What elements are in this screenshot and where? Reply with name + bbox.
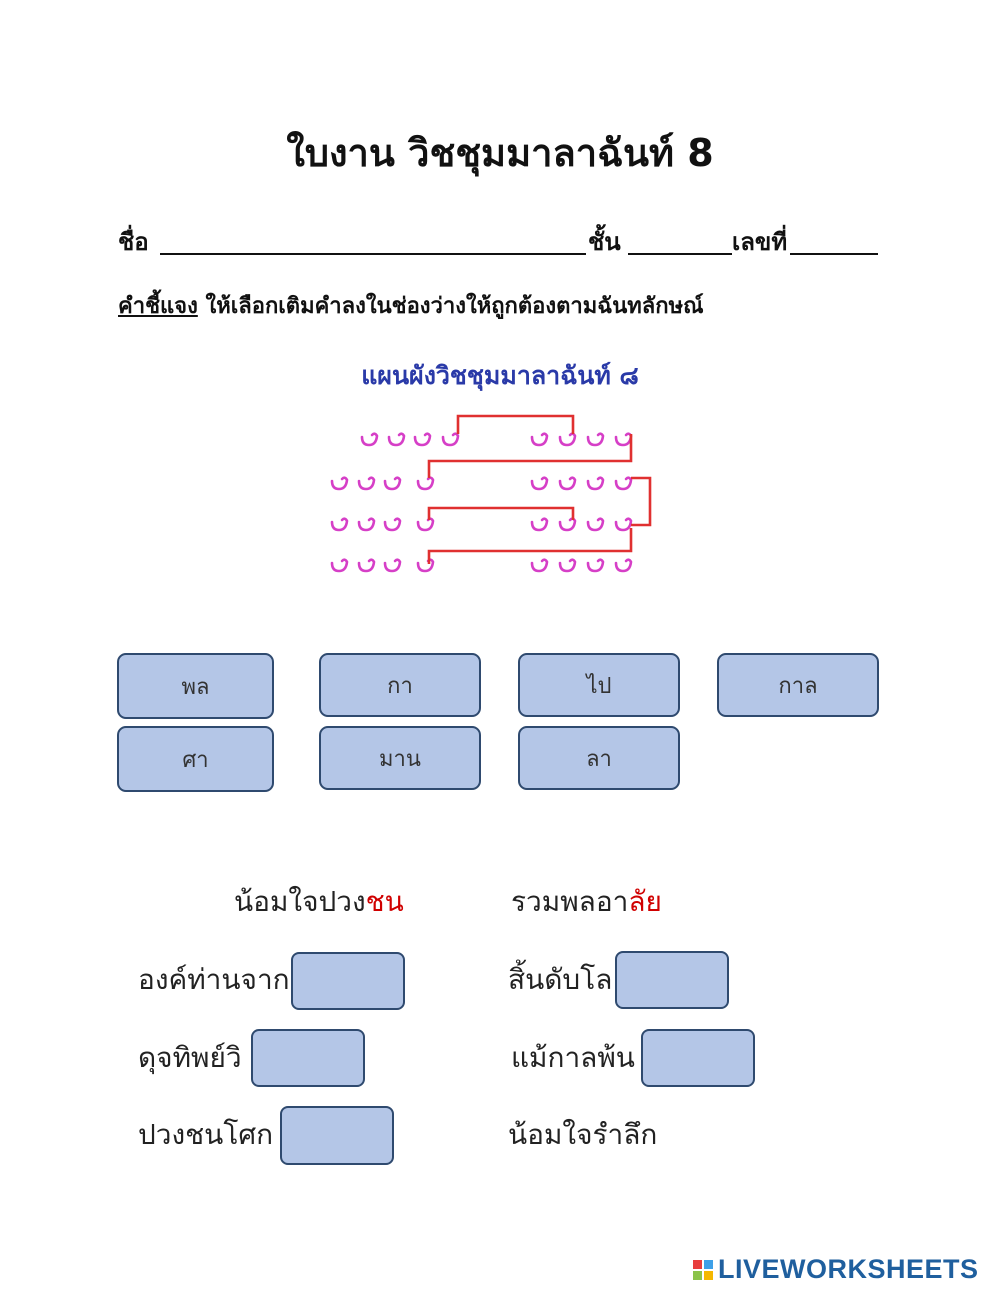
heading-text: รวมพลอา xyxy=(511,885,629,918)
poem-line: แม้กาลพ้น xyxy=(511,1041,635,1074)
syllable-mark xyxy=(588,434,603,445)
class-label: ชั้น xyxy=(588,228,621,256)
syllable-mark xyxy=(385,560,400,571)
option-word[interactable]: ลา xyxy=(518,726,680,790)
option-word[interactable]: กาล xyxy=(717,653,879,717)
syllable-mark xyxy=(560,560,575,571)
answer-box[interactable] xyxy=(251,1029,365,1087)
syllable-mark xyxy=(560,478,575,489)
instruction xyxy=(118,288,704,323)
poem-line: องค์ท่านจาก xyxy=(138,963,290,996)
option-word[interactable]: กา xyxy=(319,653,481,717)
syllable-mark xyxy=(385,519,400,530)
syllable-mark xyxy=(362,434,377,445)
syllable-mark xyxy=(332,560,347,571)
syllable-mark xyxy=(415,434,430,445)
poem-line: ดุจทิพย์วิ xyxy=(138,1041,242,1074)
heading-text: น้อมใจปวง xyxy=(234,885,366,918)
name-blank-line xyxy=(160,253,586,255)
answer-box[interactable] xyxy=(615,951,729,1009)
syllable-mark xyxy=(532,478,547,489)
poem-line: น้อมใจรำลึก xyxy=(508,1118,658,1151)
meter-diagram xyxy=(300,400,680,590)
brand-text: LIVEWORKSHEETS xyxy=(718,1254,979,1284)
answer-box[interactable] xyxy=(291,952,405,1010)
syllable-mark xyxy=(532,560,547,571)
syllable-mark xyxy=(418,519,433,530)
syllable-mark xyxy=(332,478,347,489)
syllable-mark xyxy=(588,478,603,489)
class-blank-line xyxy=(628,253,732,255)
syllable-mark xyxy=(532,434,547,445)
answer-box[interactable] xyxy=(641,1029,755,1087)
syllable-mark xyxy=(616,560,631,571)
rhyme-link-line xyxy=(458,416,573,434)
option-word[interactable]: มาน xyxy=(319,726,481,790)
instruction-label: คำชี้แจง xyxy=(118,294,198,319)
option-word[interactable]: ศา xyxy=(117,726,274,792)
rhyme-link-line xyxy=(429,508,573,520)
option-word[interactable]: ไป xyxy=(518,653,680,717)
instruction-text: ให้เลือกเติมคำลงในช่องว่างให้ถูกต้องตามฉันทลักษณ์ xyxy=(197,294,704,319)
syllable-mark xyxy=(588,519,603,530)
syllable-mark xyxy=(418,478,433,489)
poem-line: สิ้นดับโล xyxy=(508,963,613,996)
syllable-mark xyxy=(418,560,433,571)
page-title: ใบงาน วิชชุมมาลาฉันท์ 8 xyxy=(286,131,714,175)
syllable-mark xyxy=(588,560,603,571)
syllable-mark xyxy=(560,434,575,445)
brand-logo xyxy=(692,1254,979,1285)
brand-grid-icon xyxy=(692,1259,714,1281)
syllable-mark xyxy=(359,478,374,489)
poem-right-heading xyxy=(511,880,662,924)
rhyme-syllable: ชน xyxy=(365,885,404,918)
answer-box[interactable] xyxy=(280,1106,394,1165)
number-label: เลขที่ xyxy=(732,228,788,256)
syllable-mark xyxy=(532,519,547,530)
syllable-mark xyxy=(389,434,404,445)
syllable-mark xyxy=(616,434,631,445)
syllable-mark xyxy=(359,560,374,571)
syllable-mark xyxy=(359,519,374,530)
diagram-title: แผนผังวิชชุมมาลาฉันท์ ๘ xyxy=(361,361,639,390)
syllable-mark xyxy=(443,434,458,445)
name-label: ชื่อ xyxy=(118,228,149,256)
syllable-mark xyxy=(332,519,347,530)
poem-left-heading xyxy=(234,880,404,924)
poem-line: ปวงชนโศก xyxy=(138,1118,274,1151)
syllable-mark xyxy=(616,478,631,489)
number-blank-line xyxy=(790,253,878,255)
syllable-mark xyxy=(560,519,575,530)
syllable-mark xyxy=(616,519,631,530)
rhyme-link-line xyxy=(631,478,650,525)
syllable-mark xyxy=(385,478,400,489)
rhyme-syllable: ลัย xyxy=(628,885,662,918)
option-word[interactable]: พล xyxy=(117,653,274,719)
